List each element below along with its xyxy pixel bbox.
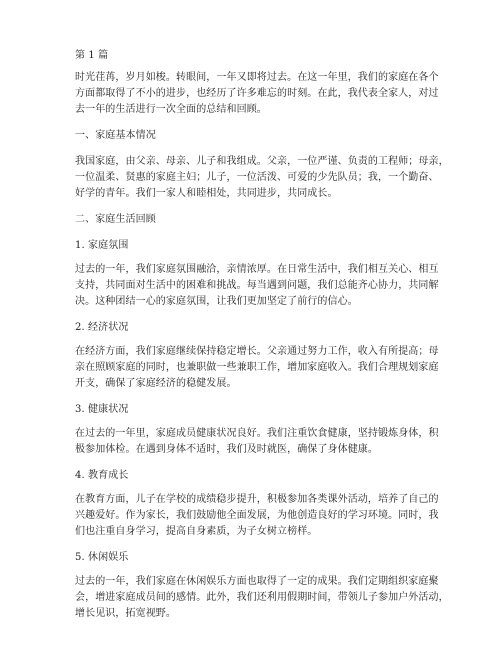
- page-label: 第 1 篇: [75, 50, 109, 61]
- intro-line: 去一年的生活进行一次全面的总结和回顾。: [75, 104, 267, 115]
- item-body-leisure: [75, 574, 449, 622]
- intro-paragraph: [75, 70, 439, 118]
- body-line: 过去的一年，我们家庭氛围融洽，亲情浓厚。在日常生活中，我们相互关心、相互: [75, 264, 439, 275]
- item-title-leisure: 5. 休闲娱乐: [75, 552, 129, 563]
- body-line: 亲在照顾家庭的同时，也兼职做一些兼职工作，增加家庭收入。我们合理规划家庭: [75, 362, 439, 373]
- body-line: 在过去的一年里，家庭成员健康状况良好。我们注重饮食健康，坚持锻炼身体，积: [75, 428, 439, 439]
- item-title-family-atmosphere: 1. 家庭氛围: [75, 240, 129, 251]
- body-line: 在教育方面，儿子在学校的成绩稳步提升，积极参加各类课外活动，培养了自己的: [75, 494, 439, 505]
- item-body-economy: [75, 344, 439, 392]
- body-line: 开支，确保了家庭经济的稳健发展。: [75, 378, 237, 389]
- body-line: 兴趣爱好。作为家长，我们鼓励他全面发展，为他创造良好的学习环境。同时，我: [75, 510, 439, 521]
- item-body-education: [75, 492, 439, 540]
- body-line: 极参加体检。在遇到身体不适时，我们及时就医，确保了身体健康。: [75, 444, 378, 455]
- item-title-economy: 2. 经济状况: [75, 322, 129, 333]
- item-title-education: 4. 教育成长: [75, 470, 129, 481]
- section-heading-life-review: 二、家庭生活回顾: [75, 214, 156, 225]
- body-line: 在经济方面，我们家庭继续保持稳定增长。父亲通过努力工作，收入有所提高；母: [75, 346, 439, 357]
- document-page: [75, 48, 449, 632]
- body-line: 支持，共同面对生活中的困难和挑战。每当遇到问题，我们总能齐心协力，共同解: [75, 280, 439, 291]
- intro-line: 时光荏苒，岁月如梭。转眼间，一年又即将过去。在这一年里，我们的家庭在各个: [75, 72, 439, 83]
- item-body-health: [75, 426, 439, 458]
- body-line: 一位温柔、贤惠的家庭主妇；儿子，一位活泼、可爱的少先队员；我，一个勤奋、: [75, 172, 439, 183]
- body-line: 决。这种团结一心的家庭氛围，让我们更加坚定了前行的信心。: [75, 296, 358, 307]
- body-line: 我国家庭，由父亲、母亲、儿子和我组成。父亲，一位严谨、负责的工程师；母亲，: [75, 156, 449, 167]
- basic-info-paragraph: [75, 154, 449, 202]
- section-heading-basic-info: 一、家庭基本情况: [75, 130, 156, 141]
- body-line: 过去的一年，我们家庭在休闲娱乐方面也取得了一定的成果。我们定期组织家庭聚: [75, 576, 439, 587]
- item-body-family-atmosphere: [75, 262, 439, 310]
- item-title-health: 3. 健康状况: [75, 404, 129, 415]
- intro-line: 方面都取得了不小的进步，也经历了许多难忘的时刻。在此，我代表全家人，对过: [75, 88, 439, 99]
- body-line: 增长见识，拓宽视野。: [75, 608, 176, 619]
- body-line: 好学的青年。我们一家人和睦相处，共同进步，共同成长。: [75, 188, 338, 199]
- body-line: 们也注重自身学习，提高自身素质，为子女树立榜样。: [75, 526, 318, 537]
- body-line: 会，增进家庭成员间的感情。此外，我们还利用假期时间，带领儿子参加户外活动，: [75, 592, 449, 603]
